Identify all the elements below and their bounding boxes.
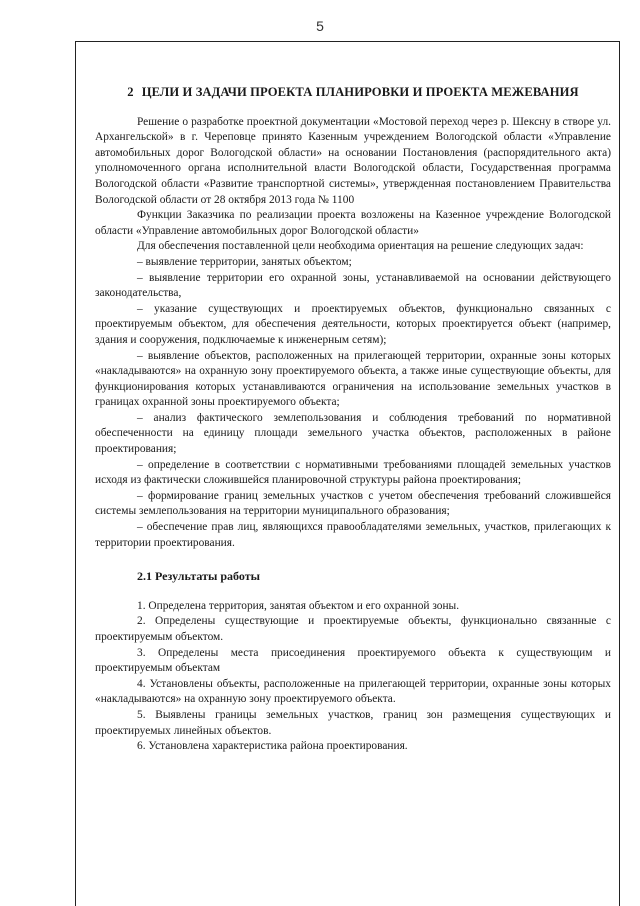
results-list xyxy=(95,599,611,755)
document-body xyxy=(95,85,611,755)
paragraph-tasks-intro: Для обеспечения поставленной цели необходима ориентация на решение следующих задач: xyxy=(137,240,584,253)
task-list xyxy=(95,255,611,551)
list-item: – выявление территории его охранной зоны, устанавливаемой на основании действующего законодательства, xyxy=(95,271,611,300)
list-item: – формирование границ земельных участков с учетом обеспечения требований сложившейся системы землепользования на территории муниципального образования; xyxy=(95,489,611,518)
list-item: – выявление объектов, расположенных на прилегающей территории, охранные зоны которых «накладываются» на охранную зону проектируемого объекта, а также иные существующие объекты, для функционирования которых устанавливаются ограничения на использование земельных участков в границах охранной зоны проектируемого объекта; xyxy=(95,349,611,409)
subsection-title: 2.1 Результаты работы xyxy=(137,569,261,584)
paragraph-customer: Функции Заказчика по реализации проекта возложены на Казенное учреждение Вологодской области «Управление автомобильных дорог Вологодской области» xyxy=(95,209,611,237)
section-number: 2 xyxy=(127,85,134,99)
list-item: 6. Установлена характеристика района проектирования. xyxy=(137,740,408,753)
paragraph-decision: Решение о разработке проектной документации «Мостовой переход через р. Шексну в створе ул. Архангельской» в г. Череповце принято Казенным учреждением Вологодской области «Управление автомобильных дорог Вологодской области» на основании Постановления (распорядительного акта) уполномоченного органа исполнительной власти Вологодской области, Государственная программа Вологодской области «Развитие транспортной системы», утвержденная постановлением Правительства Вологодской области от 28 октября 2013 года № 1100 xyxy=(95,115,611,206)
list-item: – анализ фактического землепользования и соблюдения требований по нормативной обеспеченности на единицу площади земельного участка объектов, расположенных в районе проектирования; xyxy=(95,411,611,456)
list-item: 2. Определены существующие и проектируемые объекты, функционально связанные с проектируемым объектом. xyxy=(95,615,611,643)
section-title xyxy=(95,85,611,101)
list-item: 4. Установлены объекты, расположенные на прилегающей территории, охранные зоны которых «накладываются» на охранную зону проектируемого объекта. xyxy=(95,677,611,706)
list-item: – определение в соответствии с нормативными требованиями площадей земельных участков исходя из фактически сложившейся планировочной структуры района проектирования; xyxy=(95,458,611,487)
section-title-text: ЦЕЛИ И ЗАДАЧИ ПРОЕКТА ПЛАНИРОВКИ И ПРОЕКТА МЕЖЕВАНИЯ xyxy=(141,85,579,99)
list-item: – выявление территории, занятых объектом; xyxy=(137,255,352,268)
page-number: 5 xyxy=(316,18,324,34)
list-item: – указание существующих и проектируемых объектов, функционально связанных с проектируемым объектом, для обеспечения деятельности, которых проектируется объект (например, здания и сооружения, подключаемые к инженерным сетям); xyxy=(95,302,611,346)
list-item: 1. Определена территория, занятая объектом и его охранной зоны. xyxy=(137,599,460,612)
list-item: 3. Определены места присоединения проектируемого объекта к существующим и проектируемым объектам xyxy=(95,646,611,675)
list-item: – обеспечение прав лиц, являющихся правообладателями земельных, участков, прилегающих к территории проектирования. xyxy=(95,521,611,549)
list-item: 5. Выявлены границы земельных участков, границ зон размещения существующих и проектируемых линейных объектов. xyxy=(95,708,611,737)
